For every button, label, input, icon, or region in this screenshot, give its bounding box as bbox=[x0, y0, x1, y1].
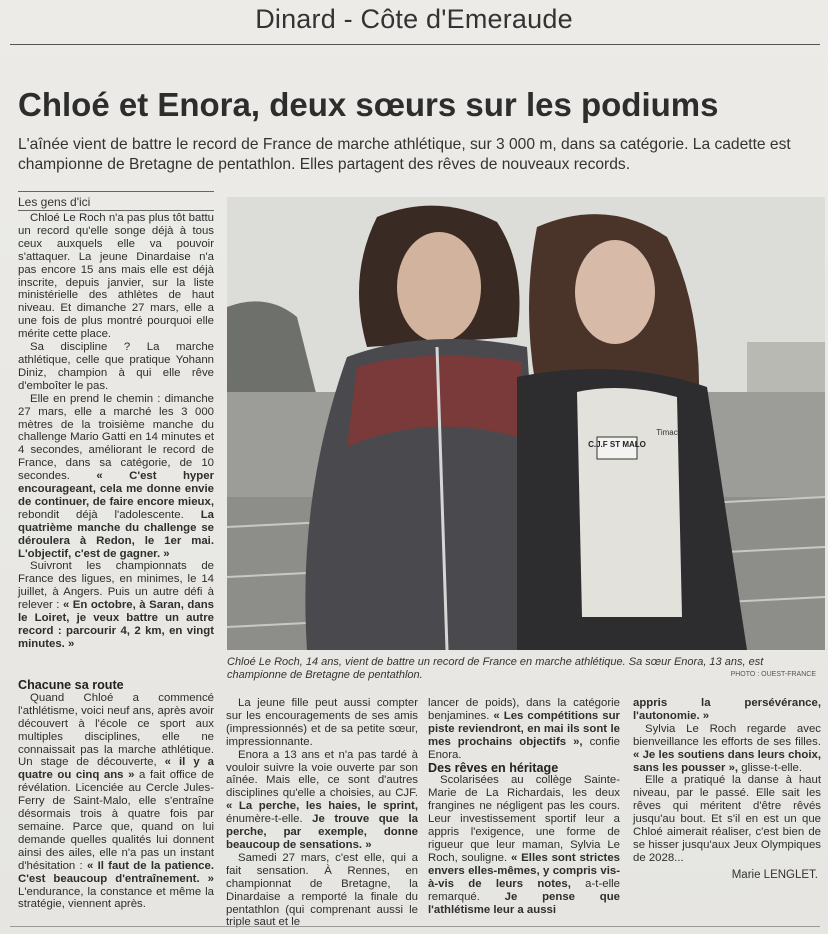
text-run: Enora a 13 ans et n'a pas tardé à vouloir suivre la voie ouverte par son aînée. Mais elle, ce sont d'autres disciplines qu'elle a choisies, au CJF. bbox=[226, 748, 418, 800]
photo-credit: PHOTO : OUEST-FRANCE bbox=[730, 671, 816, 678]
subheading: Chacune sa route bbox=[18, 678, 124, 692]
paragraph: Sa discipline ? La marche athlétique, celle que pratique Yohann Diniz, champion à qui elle rêve d'emboîter le pas. bbox=[18, 341, 214, 392]
column-1-bottom bbox=[18, 679, 214, 911]
text-run: Suivront les championnats de France des ligues, en minimes, le 14 juillet, à Angers. Puis un autre défi à relever : bbox=[18, 560, 214, 612]
text-run: glisse-t-elle. bbox=[738, 761, 803, 774]
kicker-divider-top bbox=[18, 191, 214, 192]
quote: « Elles sont strictes envers elles-mêmes, y compris vis-à-vis de leurs notes, bbox=[428, 851, 620, 890]
quote: « Les compétitions sur piste reviendront, en mai ils sont le mes prochains objectifs », bbox=[428, 709, 620, 748]
quote: « Il faut de la patience. C'est beaucoup d'entraînement. » bbox=[18, 859, 214, 885]
article-photo bbox=[227, 197, 825, 650]
paragraph bbox=[18, 692, 214, 911]
paragraph bbox=[428, 697, 620, 762]
author-byline: Marie LENGLET. bbox=[731, 869, 818, 881]
column-2 bbox=[226, 697, 418, 929]
article-headline: Chloé et Enora, deux sœurs sur les podiums bbox=[18, 86, 719, 123]
column-3 bbox=[428, 697, 620, 916]
text-run: Elle en prend le chemin : dimanche 27 mars, elle a marché les 3 000 mètres de la troisième manche du challenge Mario Gatti en 14 minutes et 4 secondes, améliorant le record de France, dans sa catégorie, de 10 secondes. bbox=[18, 392, 214, 483]
paragraph bbox=[428, 774, 620, 916]
photo-illustration bbox=[227, 197, 825, 650]
text-run: lancer de poids), dans la catégorie benjamines. bbox=[428, 697, 620, 722]
quote: « il y a quatre ou cinq ans » bbox=[18, 756, 214, 782]
text-run: rebondit déjà l'adolescente. bbox=[18, 508, 201, 521]
paragraph bbox=[18, 560, 214, 650]
column-1 bbox=[18, 212, 214, 651]
quote: « C'est hyper encourageant, cela me donne envie de continuer, de faire encore mieux, bbox=[18, 470, 214, 508]
bottom-divider bbox=[10, 926, 820, 927]
subheading: Des rêves en héritage bbox=[428, 760, 559, 775]
paragraph: Elle a pratiqué la danse à haut niveau, par le passé. Elle sait les rêves qui méritent d'être rêvés jusqu'au bout. Et s'il en est un que Chloé aimerait réaliser, c'est bien de se hisser jusqu'aux Jeux Olympiques de 2028... bbox=[633, 774, 821, 864]
paragraph: Samedi 27 mars, c'est elle, qui a fait sensation. À Rennes, en championnat de Bretagne, la Dinardaise a remporté la finale du pentathlon (qui comprenant aussi le triple saut et le bbox=[226, 851, 418, 929]
text-run: Quand Chloé a commencé l'athlétisme, voici neuf ans, après avoir découvert à l'école ce sport aux multiples disciplines, elle ne connaissait pas la marche athlétique. Un stage de découverte, bbox=[18, 691, 214, 769]
article-lead: L'aînée vient de battre le record de France de marche athlétique, sur 3 000 m, dans sa catégorie. La cadette est championne de Bretagne de pentathlon. Elles partagent des rêves de nouveaux records. bbox=[18, 136, 791, 173]
quote: « Je les soutiens dans leurs choix, sans les pousser », bbox=[633, 748, 821, 774]
section-title: Dinard - Côte d'Emeraude bbox=[255, 4, 573, 34]
text-run: confie Enora. bbox=[428, 735, 620, 761]
text-run: Scolarisées au collège Sainte-Marie de La Richardais, les deux frangines ne négligent pas les cours. Leur investissement sportif leur a appris l'exigence, une forme de rigueur que leur maman, Sylvia Le Roch, souligne. bbox=[428, 774, 620, 864]
column-4 bbox=[633, 697, 821, 865]
top-divider bbox=[10, 44, 820, 45]
paragraph bbox=[18, 393, 214, 561]
photo-caption: Chloé Le Roch, 14 ans, vient de battre un record de France en marche athlétique. Sa sœur Enora, 13 ans, est championne de Bretagne de pentathlon. bbox=[227, 656, 764, 681]
quote: Je trouve que la perche, par exemple, donne beaucoup de sensations. » bbox=[226, 813, 418, 851]
paragraph: La jeune fille peut aussi compter sur les encouragements de ses amis (impressionnés) et de sa petite sœur, impressionnante. bbox=[226, 697, 418, 748]
quote: La quatrième manche du challenge se déroulera à Redon, le 1er mai. L'objectif, c'est de gagner. » bbox=[18, 508, 214, 560]
paragraph bbox=[633, 697, 821, 723]
paragraph bbox=[633, 723, 821, 775]
quote: « La perche, les haies, le sprint, bbox=[226, 800, 418, 813]
kicker-divider-bottom bbox=[18, 210, 214, 211]
text-run: Sylvia Le Roch regarde avec bienveillance les efforts de ses filles. bbox=[633, 722, 821, 748]
paragraph: Chloé Le Roch n'a pas plus tôt battu un record qu'elle songe déjà à tous ceux auxquels elle va pouvoir s'attaquer. La jeune Dinardaise n'a pas encore 15 ans mais elle est déjà inscrite, depuis janvier, sur la liste ministérielle des athlètes de haut niveau. Et dimanche 27 mars, elle a une fois de plus montré pourquoi elle mérite cette place. bbox=[18, 212, 214, 341]
kicker-label: Les gens d'ici bbox=[18, 195, 91, 209]
quote: Je pense que l'athlétisme leur a aussi bbox=[428, 890, 620, 916]
paragraph bbox=[226, 749, 418, 852]
text-run: a-t-elle remarqué. bbox=[428, 877, 620, 903]
text-run: énumère-t-elle. bbox=[226, 813, 313, 826]
quote: « En octobre, à Saran, dans le Loiret, je veux battre un autre record : parcourir 4, 2 km, en vingt minutes. » bbox=[18, 599, 214, 650]
jersey-label: C.J.F ST MALO bbox=[588, 440, 646, 449]
sponsor-label: Timac bbox=[656, 428, 678, 437]
text-run: a fait office de révélation. Licenciée au Cercle Jules-Ferry de Saint-Malo, elle s'entraîne désormais trois à quatre fois par semaine. Parce que, quand on lui demande quelles qualités lui donnent ainsi des ailes, elle n'a pas un instant d'hésitation : bbox=[18, 769, 214, 872]
text-run: L'endurance, la constance et même la stratégie, viennent après. bbox=[18, 885, 214, 911]
quote: appris la persévérance, l'autonomie. » bbox=[633, 697, 821, 722]
